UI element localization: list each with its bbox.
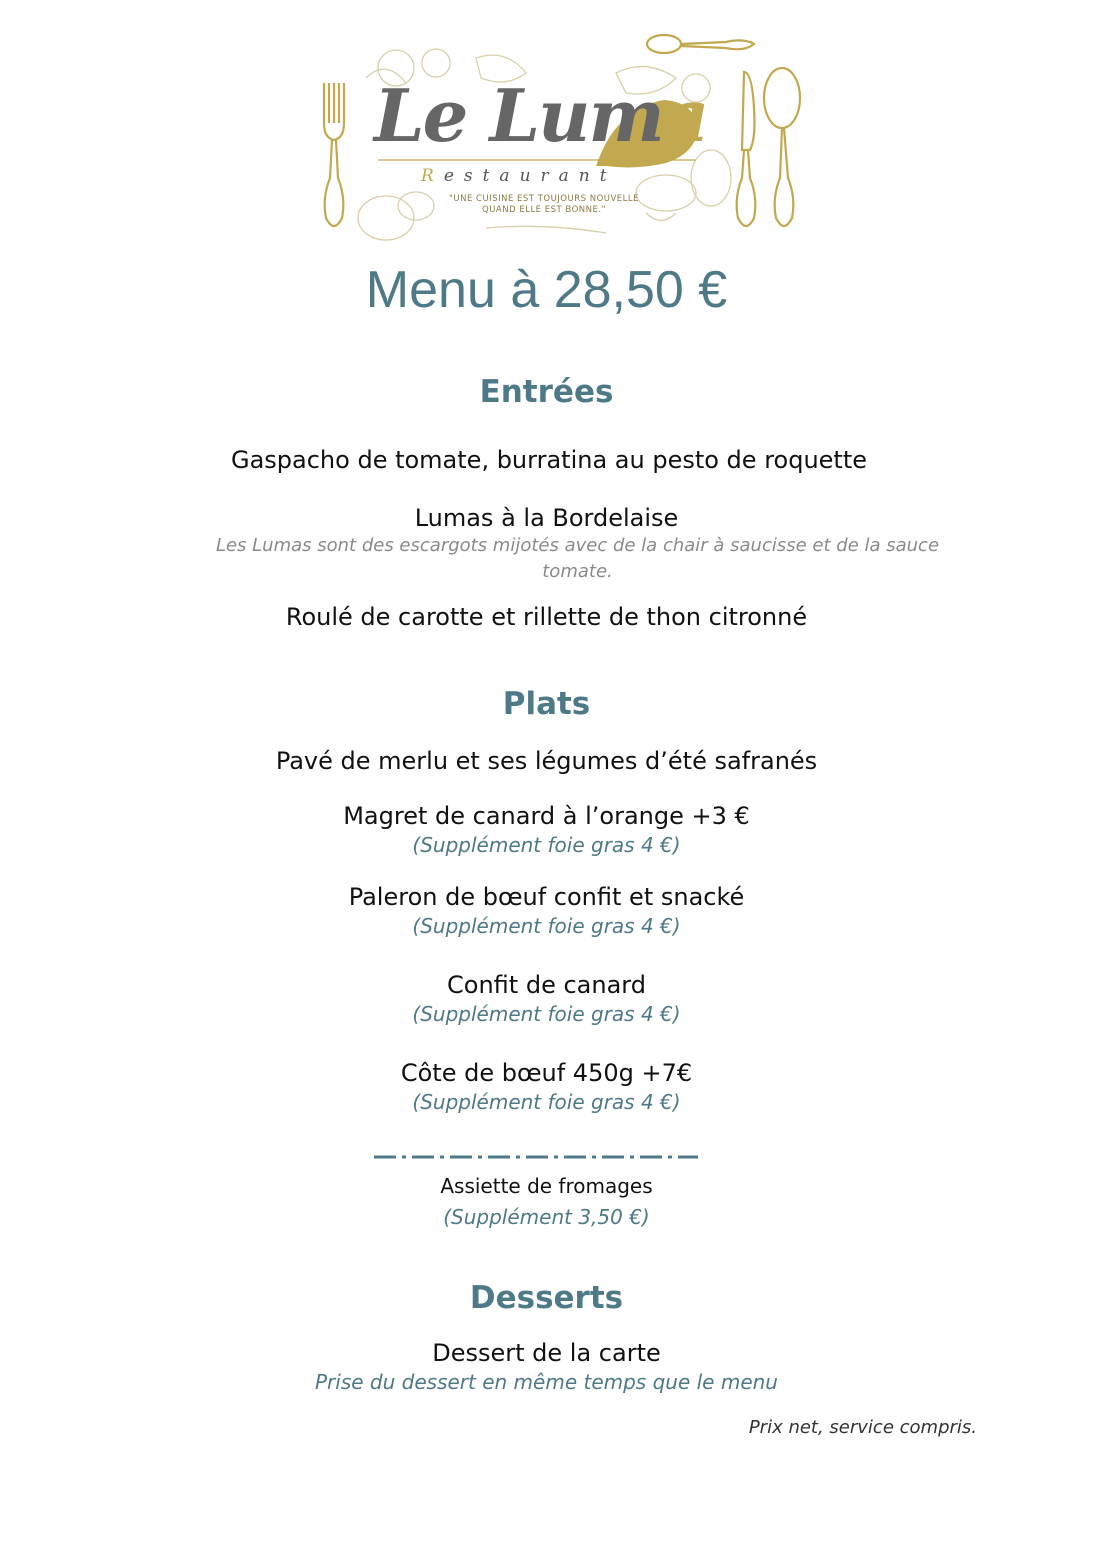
dish-plat-5-note: (Supplément foie gras 4 €) — [412, 1090, 681, 1114]
dish-plat-4: Confit de canard — [447, 971, 646, 999]
dish-plat-2-note: (Supplément foie gras 4 €) — [412, 833, 681, 857]
menu-title: Menu à 28,50 € — [365, 261, 728, 319]
spoon-icon — [764, 68, 800, 226]
dish-entree-3: Roulé de carotte et rillette de thon citronné — [285, 603, 808, 631]
knife-icon — [737, 72, 756, 226]
dish-plat-5: Côte de bœuf 450g +7€ — [400, 1059, 693, 1087]
dish-plat-2: Magret de canard à l’orange +3 € — [343, 802, 750, 830]
logo-subtitle: Restaurant — [421, 166, 617, 186]
dish-dessert-1-note: Prise du dessert en même temps que le menu — [315, 1370, 778, 1394]
restaurant-logo — [316, 28, 816, 248]
cheese-plate-note: (Supplément 3,50 €) — [443, 1205, 650, 1229]
dish-plat-1: Pavé de merlu et ses légumes d’été safranés — [275, 747, 818, 775]
section-heading-entrees: Entrées — [479, 374, 614, 410]
section-heading-plats: Plats — [502, 686, 591, 722]
top-spoon-icon — [647, 35, 754, 53]
cheese-plate: Assiette de fromages — [440, 1174, 653, 1198]
dish-plat-3-note: (Supplément foie gras 4 €) — [412, 914, 681, 938]
fork-icon — [324, 83, 344, 226]
dish-plat-3: Paleron de bœuf confit et snacké — [348, 883, 745, 911]
dish-dessert-1: Dessert de la carte — [432, 1339, 661, 1367]
dish-entree-1: Gaspacho de tomate, burratina au pesto de roquette — [230, 446, 868, 474]
dish-plat-4-note: (Supplément foie gras 4 €) — [412, 1002, 681, 1026]
price-footnote: Prix net, service compris. — [748, 1417, 977, 1438]
dash-dot-divider — [374, 1155, 698, 1159]
logo-tagline: "UNE CUISINE EST TOUJOURS NOUVELLE QUAND ELLE EST BONNE." — [448, 194, 640, 215]
dish-entree-2-note: Les Lumas sont des escargots mijotés avec de la chair à saucisse et de la sauce tomate. — [215, 535, 940, 582]
dish-entree-2: Lumas à la Bordelaise — [414, 504, 679, 532]
logo-wordmark: Le Luma — [374, 73, 708, 158]
section-heading-desserts: Desserts — [469, 1280, 624, 1316]
